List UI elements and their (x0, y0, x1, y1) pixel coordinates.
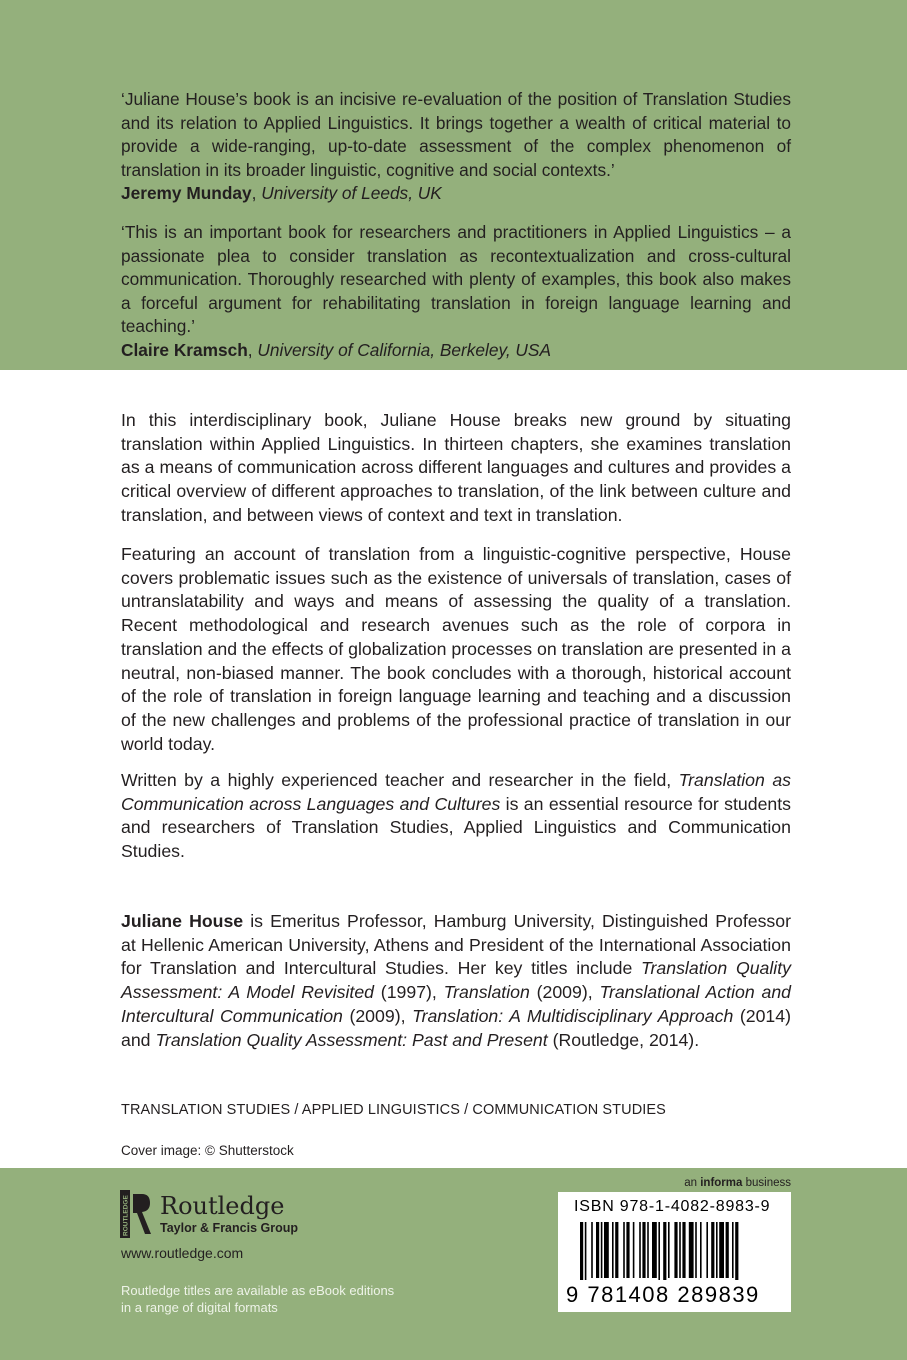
book-title: Translation as Communication across Languages and Cultures (121, 770, 791, 814)
isbn-label: ISBN 978-1-4082-8983-9 (574, 1198, 771, 1215)
isbn-digits: 9 781408 289839 (566, 1282, 760, 1307)
review-quote: ‘Juliane House’s book is an incisive re-evaluation of the position of Translation Studies and its relation to Applied Linguistics. It brings together a wealth of critical material to provide a wide-ranging, up-to-date assessment of the complex phenomenon of translation in its broader linguistic, cognitive and social contexts.’ (121, 89, 791, 180)
reviewer-name: Claire Kramsch (121, 339, 248, 360)
informa-business-tagline: an informa business (684, 1177, 791, 1189)
barcode-bar (726, 1222, 729, 1278)
review-2 (121, 221, 791, 362)
routledge-mark-text: ROUTLEDGE (122, 1195, 130, 1236)
barcode-bar (711, 1222, 714, 1278)
barcode-bar (689, 1222, 694, 1278)
barcode-bar (716, 1222, 718, 1278)
ebook-availability-note: Routledge titles are available as eBook editions in a range of digital formats (121, 1283, 395, 1315)
barcode-bar (679, 1222, 681, 1278)
reviewer-affiliation: University of California, Berkeley, USA (257, 339, 551, 360)
barcode-bar (663, 1222, 666, 1280)
barcode-bar (658, 1222, 660, 1280)
description-paragraph-1: In this interdisciplinary book, Juliane House breaks new ground by situating translation within Applied Linguistics. In thirteen chapters, she examines translation as a means of communication across different languages and cultures and provides a critical overview of different approaches to translation, of the link between culture and translation, and between views of context and text in translation. (121, 410, 791, 525)
publisher-group: Taylor & Francis Group (160, 1221, 298, 1235)
barcode-bar (647, 1222, 649, 1278)
author-bio: Juliane House is Emeritus Professor, Hamburg University, Distinguished Professor at Hellenic American University, Athens and President of the International Association for Translation and Intercultural Studies. Her key titles include Translation Quality Assessment: A Model Revisited (1997), Translation (2009), Translational Action and Intercultural Communication (2009), Translation: A Multidisciplinary Approach (2014) and Translation Quality Assessment: Past and Present (Routledge, 2014). (121, 911, 791, 1050)
review-1 (121, 88, 791, 206)
reviewer-affiliation: University of Leeds, UK (261, 183, 442, 203)
barcode-bar (695, 1222, 697, 1278)
reviewer-name: Jeremy Munday (121, 183, 252, 203)
barcode-bar (591, 1222, 593, 1278)
barcode-bar (674, 1222, 677, 1278)
barcode-bar (732, 1222, 734, 1278)
barcode-bar (585, 1222, 587, 1280)
routledge-logo (120, 1190, 360, 1238)
barcode-bar (706, 1222, 708, 1278)
subject-categories: TRANSLATION STUDIES / APPLIED LINGUISTICS / COMMUNICATION STUDIES (121, 1102, 666, 1118)
barcode-bar (596, 1222, 599, 1278)
barcode-bar (735, 1222, 738, 1280)
barcode-bar (580, 1222, 583, 1280)
description-paragraph-3: Written by a highly experienced teacher and researcher in the field, Translation as Communication across Languages and Cultures is an essential resource for students and researchers of Translation Studies, Applied Linguistics and Communication Studies. (121, 770, 792, 862)
cover-image-credit: Cover image: © Shutterstock (121, 1143, 294, 1158)
review-attribution: Claire Kramsch, University of California, Berkeley, USA (121, 339, 551, 360)
barcode-bar (633, 1222, 635, 1278)
barcode-bar (626, 1222, 629, 1278)
barcode-bar (639, 1222, 641, 1278)
barcode-bar (612, 1222, 614, 1278)
review-quote: ‘This is an important book for researchers and practitioners in Applied Linguistics – a passionate plea to consider translation as recontextualization and cross-cultural communication. Thoroughly researched with plenty of examples, this book also makes a forceful argument for rehabilitating translation in foreign language learning and teaching.’ (121, 222, 791, 336)
author-name: Juliane House (121, 911, 244, 931)
publisher-website: www.routledge.com (121, 1245, 244, 1261)
publisher-name: Routledge (160, 1192, 285, 1220)
barcode-bar (668, 1222, 670, 1278)
barcode-bar (601, 1222, 603, 1278)
barcode-bar (604, 1222, 609, 1278)
review-attribution: Jeremy Munday, University of Leeds, UK (121, 183, 442, 203)
barcode-bar (700, 1222, 702, 1278)
barcode-bar (652, 1222, 657, 1278)
barcode-bar (682, 1222, 685, 1278)
barcode-bar (615, 1222, 618, 1278)
barcode-bar (642, 1222, 645, 1278)
barcode-bar (623, 1222, 625, 1278)
barcode-bars (580, 1222, 780, 1280)
barcode-bar (719, 1222, 724, 1278)
routledge-mark-icon (120, 1190, 152, 1238)
description-paragraph-2: Featuring an account of translation from a linguistic-cognitive perspective, House covers problematic issues such as the existence of universals of translation, cases of untranslatability and ways and means of assessing the quality of a translation. Recent methodological and research avenues such as the role of corpora in translation and the effects of globalization processes on translation are presented in a neutral, non-biased manner. The book concludes with a thorough, historical account of the role of translation in foreign language learning and teaching and a discussion of the new challenges and problems of the professional practice of translation in our world today. (121, 544, 791, 754)
isbn-barcode (558, 1192, 791, 1312)
